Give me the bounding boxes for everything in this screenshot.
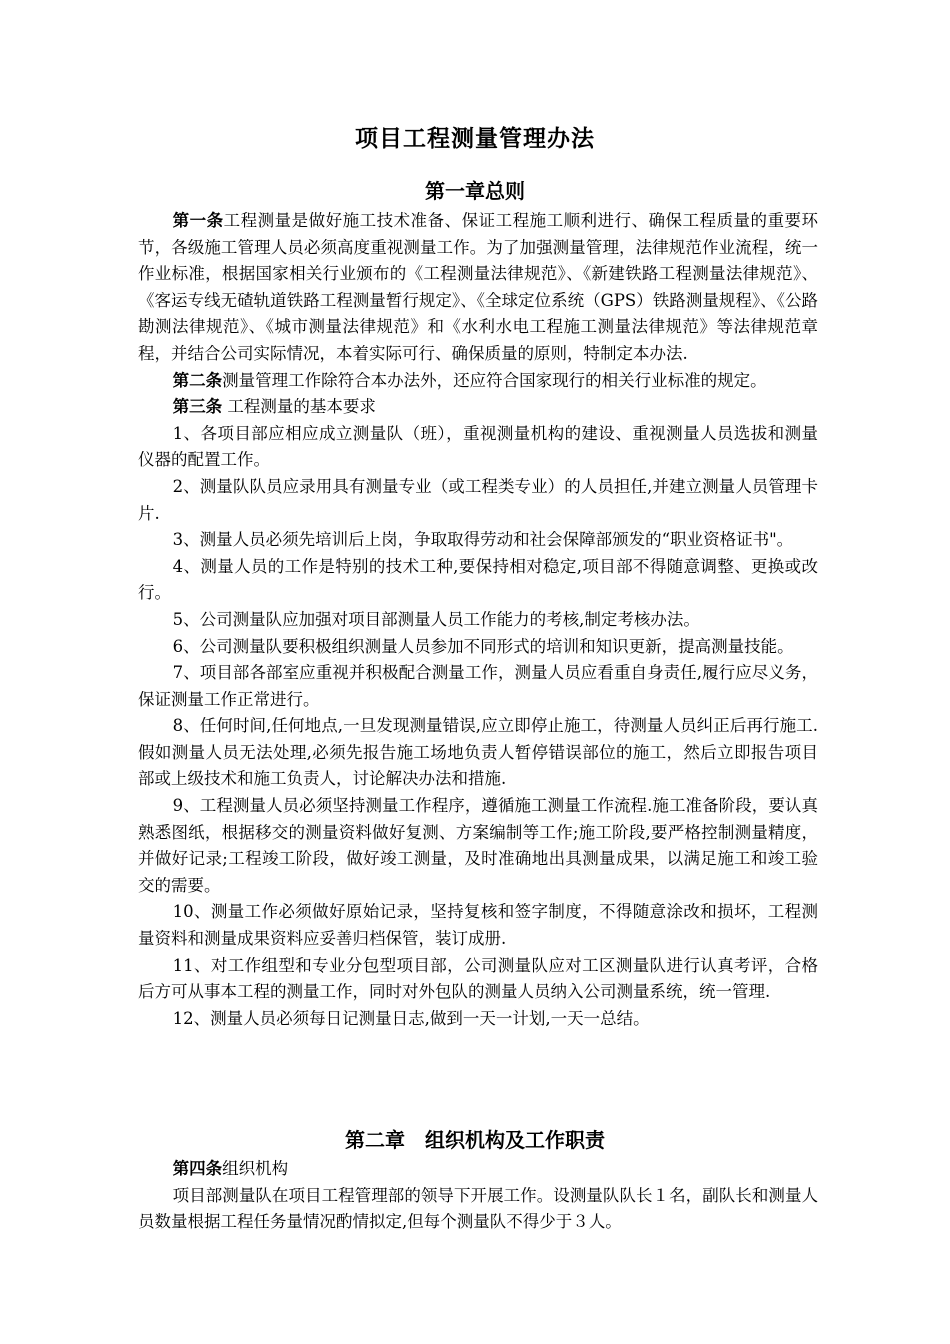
article-3-label: 第三条: [172, 397, 223, 417]
requirement-item-8: 8、任何时间,任何地点,一旦发现测量错误,应立即停止施工，待测量人员纠正后再行施工.假如测量人员无法处理,必须先报告施工场地负责人暂停错误部位的施工，然后立即报告项目部或上级技术和施工负责人，讨论解决办法和措施.: [138, 716, 818, 789]
organization-paragraph: 项目部测量队在项目工程管理部的领导下开展工作。设测量队队长１名，副队长和测量人员数量根据工程任务量情况酌情拟定,但每个测量队不得少于３人。: [138, 1185, 818, 1232]
chapter-2-body: [138, 1156, 818, 1236]
article-4: [138, 1156, 818, 1183]
requirement-item-7: 7、项目部各部室应重视并积极配合测量工作，测量人员应看重自身责任,履行应尽义务，保证测量工作正常进行。: [138, 663, 818, 709]
article-3: [138, 394, 818, 421]
requirement-item-1: 1、各项目部应相应成立测量队（班），重视测量机构的建设、重视测量人员选拔和测量仪器的配置工作。: [138, 423, 818, 470]
chapter-1-body: [138, 208, 818, 1032]
article-1: [138, 208, 818, 368]
requirement-item-4: 4、测量人员的工作是特别的技术工种,要保持相对稳定,项目部不得随意调整、更换或改行。: [138, 556, 818, 603]
requirement-item-12: 12、测量人员必须每日记测量日志,做到一天一计划,一天一总结。: [172, 1008, 650, 1028]
requirement-item-3: 3、测量人员必须先培训后上岗，争取取得劳动和社会保障部颁发的“职业资格证书"。: [172, 530, 794, 550]
article-3-text: 工程测量的基本要求: [222, 397, 376, 417]
chapter-1-title: 第一章总则: [425, 179, 525, 203]
article-2-text: 测量管理工作除符合本办法外，还应符合国家现行的相关行业标准的规定。: [222, 370, 767, 390]
article-4-label: 第四条: [172, 1159, 223, 1178]
requirement-item-10: 10、测量工作必须做好原始记录，坚持复核和签字制度，不得随意涂改和损坏，工程测量资料和测量成果资料应妥善归档保管，装订成册.: [138, 902, 818, 949]
chapter-2-title: 第二章 组织机构及工作职责: [345, 1128, 605, 1152]
requirement-item-9: 9、工程测量人员必须坚持测量工作程序，遵循施工测量工作流程.施工准备阶段，要认真熟悉图纸，根据移交的测量资料做好复测、方案编制等工作;施工阶段,要严格控制测量精度，并做好记录;工程竣工阶段，做好竣工测量，及时准确地出具测量成果，以满足施工和竣工验交的需要。: [138, 796, 818, 895]
article-2: [138, 368, 818, 395]
requirement-item-5: 5、公司测量队应加强对项目部测量人员工作能力的考核,制定考核办法。: [172, 609, 700, 629]
article-4-text: 组织机构: [222, 1159, 289, 1178]
requirement-item-6: 6、公司测量队要积极组织测量人员参加不同形式的培训和知识更新，提高测量技能。: [172, 636, 794, 656]
article-1-text: 工程测量是做好施工技术准备、保证工程施工顺利进行、确保工程质量的重要环节，各级施工管理人员必须高度重视测量工作。为了加强测量管理，法律规范作业流程，统一作业标准，根据国家相关行业颁布的《工程测量法律规范》、《新建铁路工程测量法律规范》、《客运专线无碴轨道铁路工程测量暂行规定》、《全球定位系统（GPS）铁路测量规程》、《公路勘测法律规范》、《城市测量法律规范》和《水利水电工程施工测量法律规范》等法律规范章程，并结合公司实际情况，本着实际可行、确保质量的原则，特制定本办法.: [138, 211, 819, 363]
article-1-label: 第一条: [172, 211, 224, 230]
document-title: 项目工程测量管理办法: [355, 125, 595, 152]
article-2-label: 第二条: [172, 370, 223, 390]
requirement-item-2: 2、测量队队员应录用具有测量专业（或工程类专业）的人员担任,并建立测量人员管理卡片.: [138, 476, 818, 523]
requirement-item-11: 11、对工作组型和专业分包型项目部，公司测量队应对工区测量队进行认真考评，合格后方可从事本工程的测量工作，同时对外包队的测量人员纳入公司测量系统，统一管理.: [138, 955, 818, 1002]
